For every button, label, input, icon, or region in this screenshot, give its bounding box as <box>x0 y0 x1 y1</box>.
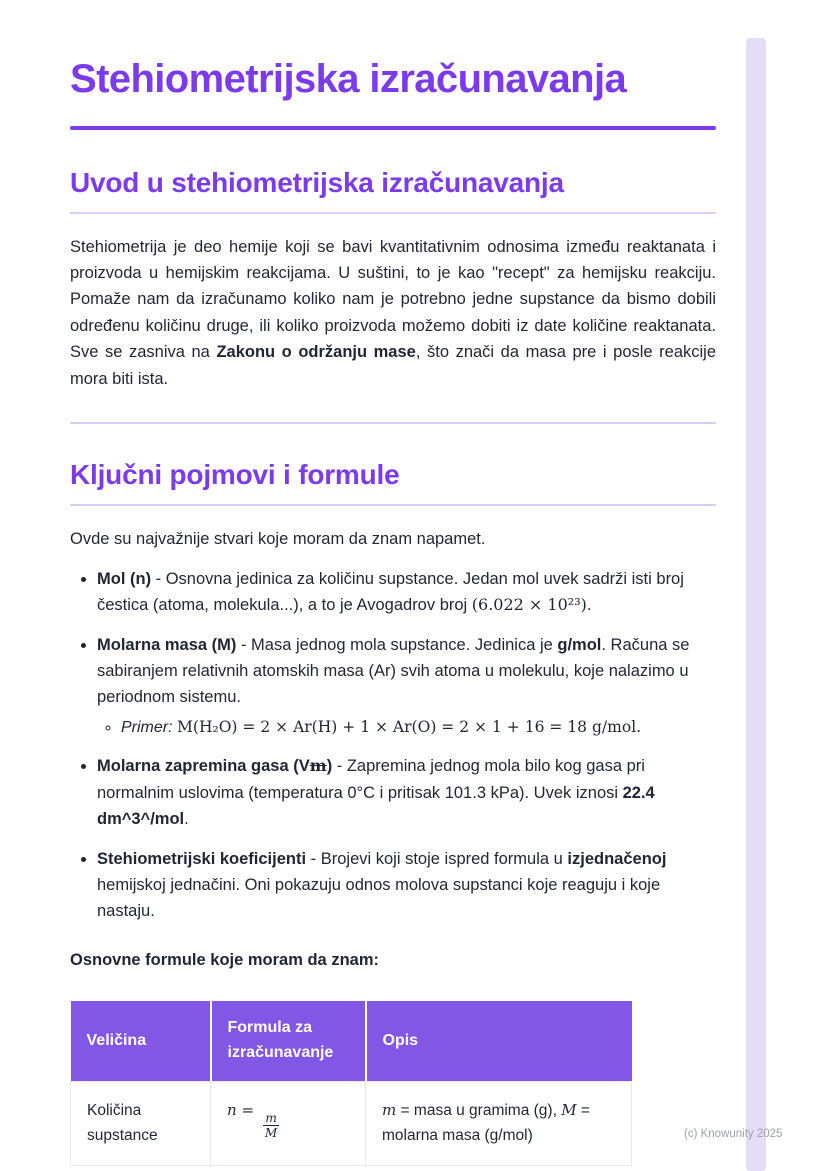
document-content <box>70 56 716 1166</box>
table-cell-opis <box>366 1081 632 1165</box>
list-item-koeficijenti <box>97 846 716 925</box>
title-divider <box>70 126 716 130</box>
list-item-molarna-zapremina <box>97 753 716 832</box>
page-edge-strip <box>746 38 766 1171</box>
list-item-text: Mol (n) - Osnovna jedinica za količinu supstance. Jedan mol uvek sadrži isti broj čestica (atoma, molekula...), a to je Avogadrov broj (6.022 × 10²³). <box>97 569 684 615</box>
formulas-table-body <box>71 1081 632 1165</box>
formula-lhs: n = <box>227 1100 255 1119</box>
table-cell-opis-text: m = masa u gramima (g), M = molarna masa (g/mol) <box>382 1100 590 1145</box>
formulas-table <box>70 1001 632 1166</box>
table-header-row <box>71 1001 632 1081</box>
list-item-text: Stehiometrijski koeficijenti - Brojevi koji stoje ispred formula u izjednačenoj hemijskoj jednačini. Oni pokazuju odnos molova supstanci koje reaguju i koje nastaju. <box>97 849 667 921</box>
sub-list-item-primer <box>121 715 716 741</box>
section-heading-pojmovi: Ključni pojmovi i formule <box>70 458 400 490</box>
watermark: (c) Knowunity 2025 <box>684 1128 783 1140</box>
sub-list-item-text: Primer: M(H₂O) = 2 × Ar(H) + 1 × Ar(O) = 2 × 1 + 16 = 18 g/mol. <box>121 717 642 736</box>
heading-divider <box>70 504 716 506</box>
heading-divider <box>70 212 716 214</box>
formula-fraction <box>263 1112 278 1140</box>
list-item-text: Molarna masa (M) - Masa jednog mola supstance. Jedinica je g/mol. Računa se sabiranjem relativnih atomskih masa (Ar) svih atoma u molekulu, koje nalazimo u periodnom sistemu. <box>97 635 690 707</box>
list-item-text: Molarna zapremina gasa (Vm) - Zapremina jednog mola bilo kog gasa pri normalnim uslovima (temperatura 0°C i pritisak 101.3 kPa). Uvek iznosi 22.4 dm^3^/mol. <box>97 756 655 829</box>
formulas-table-head <box>71 1001 632 1081</box>
table-header-opis: Opis <box>366 1001 632 1081</box>
section-pojmovi <box>70 458 716 1166</box>
key-terms-list <box>70 566 716 925</box>
table-header-velicina: Veličina <box>71 1001 211 1081</box>
intro-paragraph: Stehiometrija je deo hemije koji se bavi kvantitativnim odnosima između reaktanata i proizvoda u hemijskim reakcijama. U suštini, to je kao "recept" za hemijsku reakciju. Pomaže nam da izračunamo koliko nam je potrebno jedne supstance da bismo dobili određenu količinu druge, ili koliko proizvoda možemo dobiti iz date količine reaktanata. Sve se zasniva na Zakonu o održanju mase, što znači da masa pre i posle reakcije mora biti ista. <box>70 237 717 388</box>
section-uvod <box>70 166 716 392</box>
table-row <box>71 1081 632 1165</box>
fraction-numerator: m <box>265 1110 277 1125</box>
page-title: Stehiometrijska izračunavanja <box>70 57 627 101</box>
list-item-molarna-masa <box>97 632 716 741</box>
section-heading-uvod: Uvod u stehiometrijska izračunavanja <box>70 167 564 198</box>
formulas-label: Osnovne formule koje moram da znam: <box>70 950 379 969</box>
list-item-mol <box>97 566 716 619</box>
sub-list <box>97 715 716 741</box>
table-cell-formula <box>211 1081 366 1165</box>
table-header-formula: Formula za izračunavanje <box>211 1001 366 1081</box>
fraction-denominator: M <box>264 1126 278 1141</box>
table-cell-velicina: Količina supstance <box>71 1081 211 1165</box>
pojmovi-intro-line: Ovde su najvažnije stvari koje moram da znam napamet. <box>70 529 486 548</box>
section-divider <box>70 422 716 424</box>
